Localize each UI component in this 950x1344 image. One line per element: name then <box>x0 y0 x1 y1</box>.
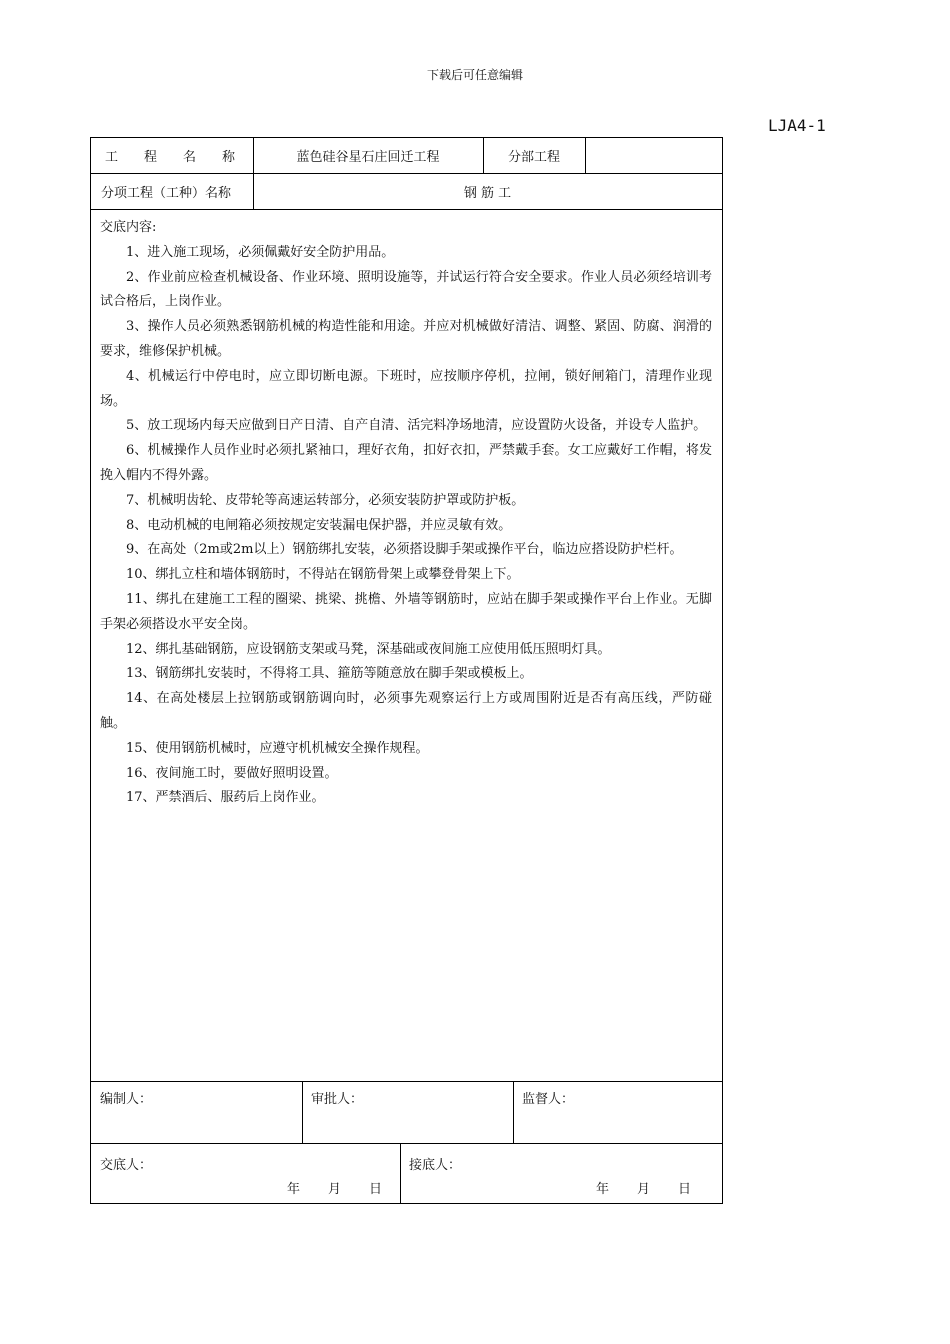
discloser-date <box>287 1178 382 1197</box>
supervisor-label: 监督人： <box>522 1092 575 1107</box>
content-item: 12、绑扎基础钢筋，应设钢筋支架或马凳，深基础或夜间施工应使用低压照明灯具。 <box>126 641 611 657</box>
content-item: 16、夜间施工时，要做好照明设置。 <box>126 765 338 781</box>
year-label: 年 <box>596 1182 610 1197</box>
subitem-value: 钢 筋 工 <box>463 186 512 201</box>
year-label: 年 <box>287 1182 301 1197</box>
receiver-date <box>596 1178 691 1197</box>
month-label: 月 <box>637 1182 651 1197</box>
signature-row-handover <box>91 1144 722 1203</box>
content-item: 9、在高处（2m或2m以上）钢筋绑扎安装，必须搭设脚手架或操作平台，临边应搭设防护栏杆。 <box>126 542 683 558</box>
content-intro: 交底内容: <box>100 220 157 235</box>
subitem-row <box>91 174 722 210</box>
disclosure-content <box>91 210 722 1082</box>
content-item: 2、作业前应检查机械设备、作业环境、照明设施等，并试运行符合安全要求。作业人员必须经培训考试合格后，上岗作业。 <box>100 269 712 310</box>
division-value <box>585 138 722 173</box>
signature-row-approval <box>91 1082 722 1144</box>
division-label: 分部工程 <box>507 150 560 165</box>
content-item: 10、绑扎立柱和墙体钢筋时，不得站在钢筋骨架上或攀登骨架上下。 <box>126 567 520 583</box>
disclosure-form <box>90 137 723 1204</box>
content-item: 14、在高处楼层上拉钢筋或钢筋调向时，必须事先观察运行上方或周围附近是否有高压线，严防碰触。 <box>100 691 712 731</box>
content-item: 13、钢筋绑扎安装时，不得将工具、箍筋等随意放在脚手架或模板上。 <box>126 666 533 682</box>
content-item: 1、进入施工现场，必须佩戴好安全防护用品。 <box>126 244 395 260</box>
receiver-label: 接底人： <box>409 1158 462 1173</box>
content-item: 11、绑扎在建施工工程的圈梁、挑梁、挑檐、外墙等钢筋时，应站在脚手架或操作平台上作业。无脚手架必须搭设水平安全岗。 <box>100 591 712 632</box>
day-label: 日 <box>678 1182 692 1197</box>
content-item: 8、电动机械的电闸箱必须按规定安装漏电保护器，并应灵敏有效。 <box>126 517 512 533</box>
project-row <box>91 138 722 174</box>
content-item: 7、机械明齿轮、皮带轮等高速运转部分，必须安装防护罩或防护板。 <box>126 492 525 508</box>
content-item: 3、操作人员必须熟悉钢筋机械的构造性能和用途。并应对机械做好清洁、调整、紧固、防腐、润滑的要求，维修保护机械。 <box>100 319 712 359</box>
content-item: 6、机械操作人员作业时必须扎紧袖口，理好衣角，扣好衣扣，严禁戴手套。女工应戴好工作帽，将发挽入帽内不得外露。 <box>100 443 712 483</box>
document-code: LJA4-1 <box>768 116 826 135</box>
project-name-label: 工 程 名 称 <box>105 150 236 165</box>
content-item: 5、放工现场内每天应做到日产日清、自产自清、活完料净场地清，应设置防火设备，并设专人监护。 <box>126 418 707 434</box>
compiler-label: 编制人： <box>100 1092 153 1107</box>
discloser-label: 交底人： <box>100 1158 153 1173</box>
month-label: 月 <box>328 1182 342 1197</box>
day-label: 日 <box>369 1182 383 1197</box>
subitem-label: 分项工程（工种）名称 <box>101 186 232 201</box>
content-item: 17、严禁酒后、服药后上岗作业。 <box>126 790 325 806</box>
top-note: 下载后可任意编辑 <box>426 68 523 82</box>
approver-label: 审批人： <box>311 1092 364 1107</box>
project-name-value: 蓝色硅谷星石庄回迁工程 <box>296 150 440 165</box>
content-item: 15、使用钢筋机械时，应遵守机机械安全操作规程。 <box>126 740 429 756</box>
content-item: 4、机械运行中停电时，应立即切断电源。下班时，应按顺序停机，拉闸，锁好闸箱门，清理作业现场。 <box>100 368 712 409</box>
